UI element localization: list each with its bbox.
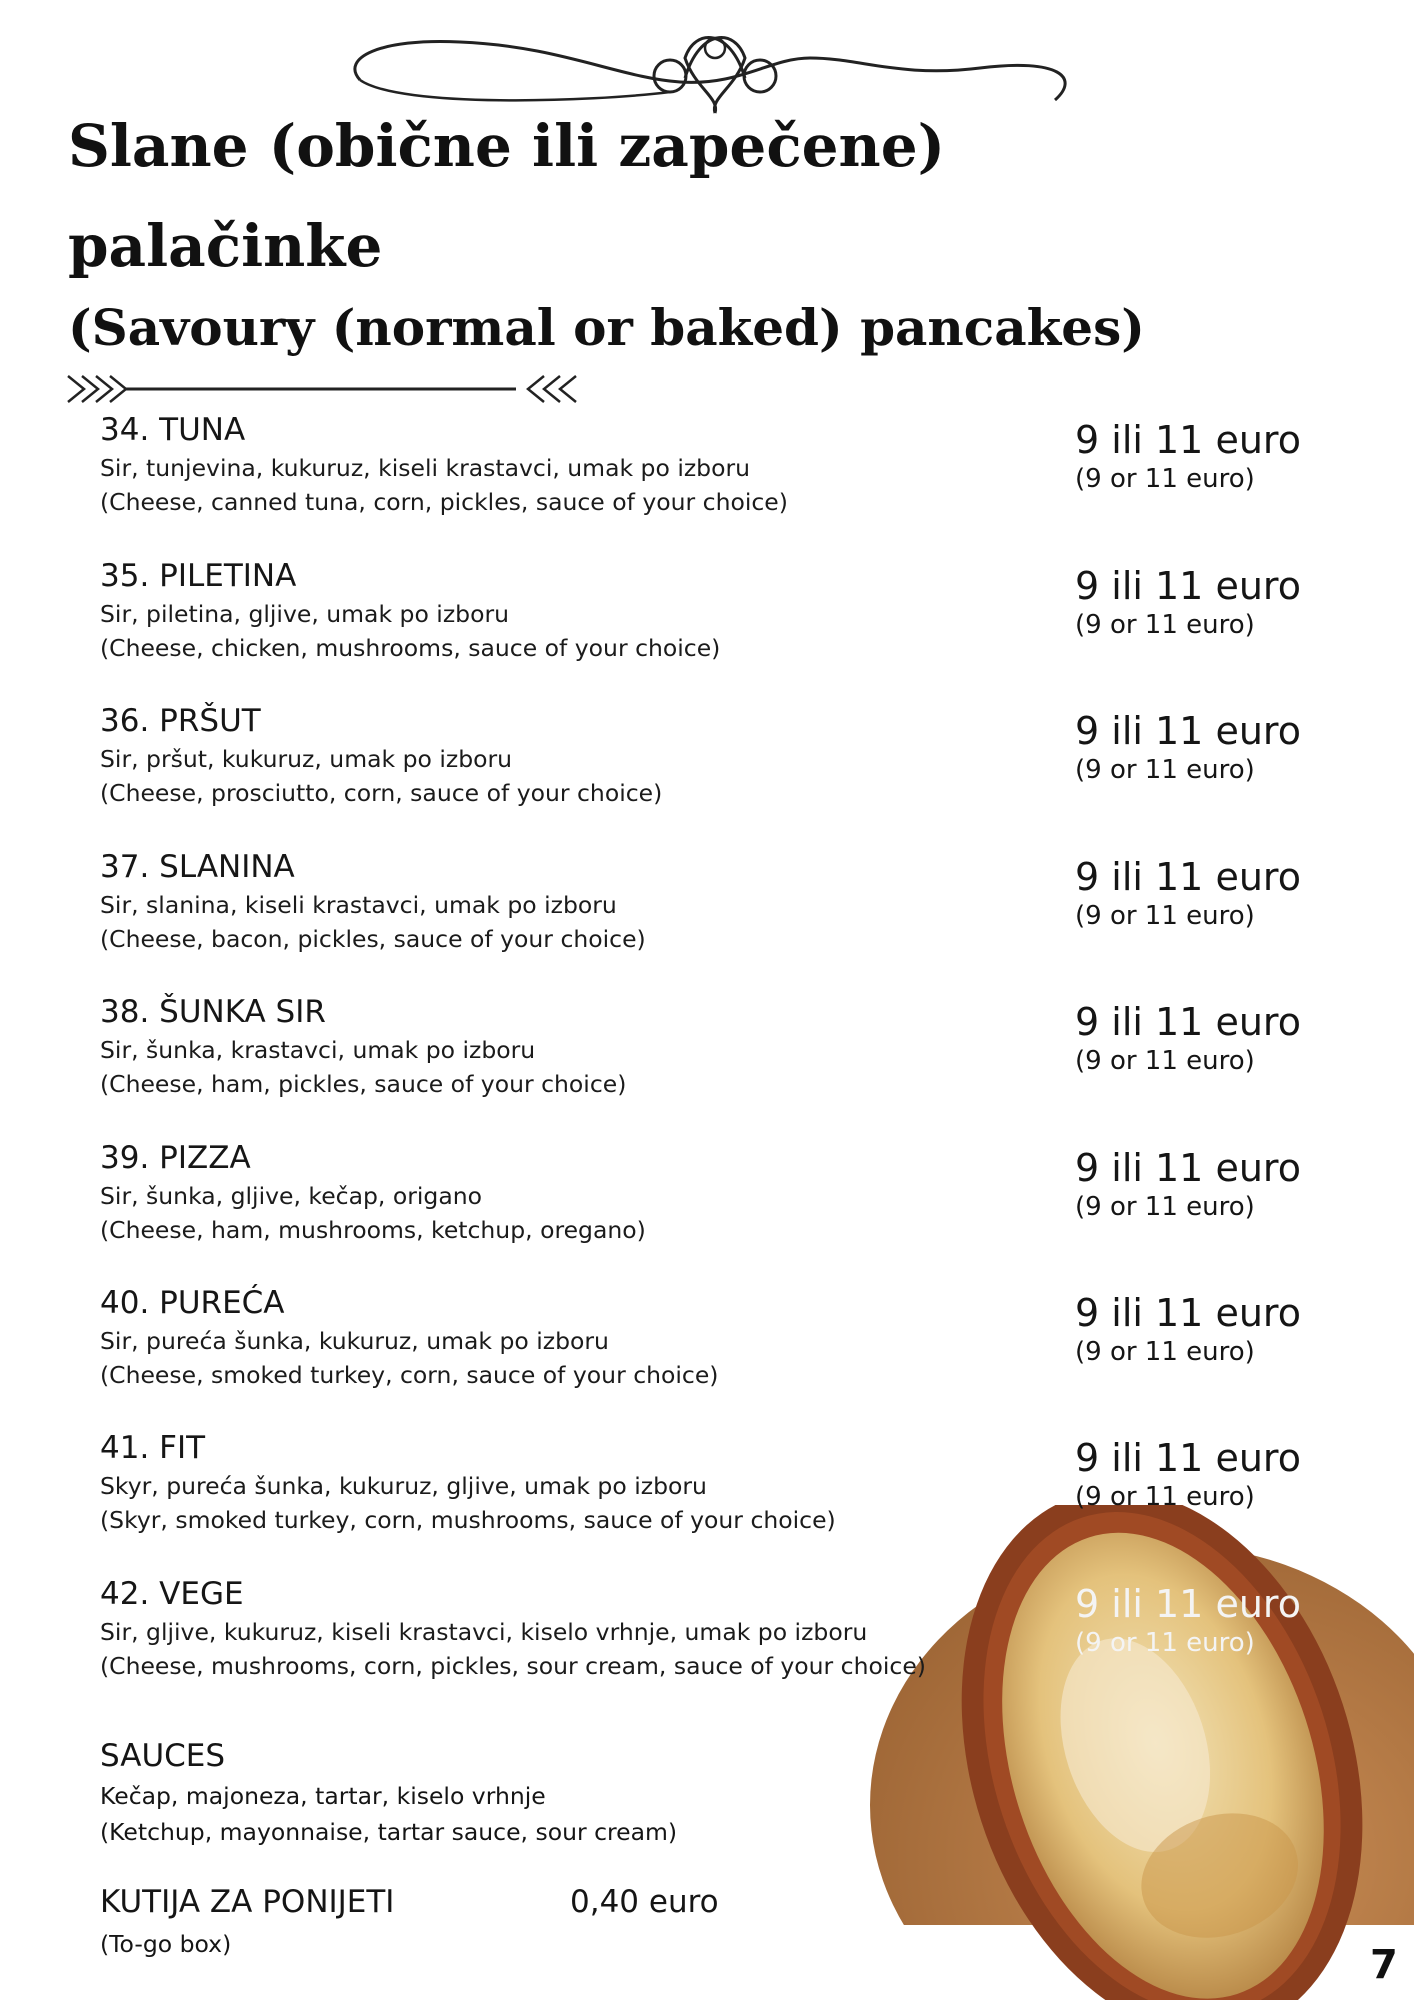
item-price: 9 ili 11 euro [1075,1146,1301,1190]
item-description-english: (Cheese, ham, mushrooms, ketchup, oregano) [100,1216,646,1244]
page-title-english: (Savoury (normal or baked) pancakes) [68,298,1145,357]
item-description: Sir, šunka, krastavci, umak po izboru [100,1036,536,1064]
item-name: 35. PILETINA [100,558,297,594]
item-description-english: (Cheese, smoked turkey, corn, sauce of your choice) [100,1361,719,1389]
item-price: 9 ili 11 euro [1075,1000,1301,1044]
item-price: 9 ili 11 euro [1075,1436,1301,1480]
togo-box-price: 0,40 euro [570,1884,719,1920]
page-title-line2: palačinke [68,212,383,280]
menu-item [100,703,1340,833]
item-description: Sir, gljive, kukuruz, kiseli krastavci, kiselo vrhnje, umak po izboru [100,1618,868,1646]
item-description-english: (Skyr, smoked turkey, corn, mushrooms, sauce of your choice) [100,1506,836,1534]
item-name: 36. PRŠUT [100,703,261,739]
item-description-english: (Cheese, canned tuna, corn, pickles, sauce of your choice) [100,488,788,516]
item-description: Sir, slanina, kiseli krastavci, umak po izboru [100,891,617,919]
item-description-english: (Cheese, prosciutto, corn, sauce of your choice) [100,779,663,807]
item-name: 39. PIZZA [100,1140,251,1176]
baked-pancake-dish-image [870,1505,1414,2000]
item-description-english: (Cheese, bacon, pickles, sauce of your choice) [100,925,646,953]
item-description: Sir, šunka, gljive, kečap, origano [100,1182,482,1210]
menu-item [100,412,1340,542]
item-name: 37. SLANINA [100,849,295,885]
item-description-english: (Cheese, ham, pickles, sauce of your choice) [100,1070,627,1098]
item-name: 41. FIT [100,1430,206,1466]
item-description: Sir, piletina, gljive, umak po izboru [100,600,510,628]
flourish-ornament-icon [340,18,1080,118]
item-price: 9 ili 11 euro [1075,1291,1301,1335]
item-description: Sir, tunjevina, kukuruz, kiseli krastavci, umak po izboru [100,454,751,482]
item-price-english: (9 or 11 euro) [1075,1337,1255,1367]
item-price-english: (9 or 11 euro) [1075,1192,1255,1222]
sauces-list: Kečap, majoneza, tartar, kiselo vrhnje [100,1782,546,1810]
item-price: 9 ili 11 euro [1075,855,1301,899]
item-price-english: (9 or 11 euro) [1075,1046,1255,1076]
sauces-section [100,1738,677,1846]
menu-item [100,1140,1340,1270]
item-price-english: (9 or 11 euro) [1075,1628,1255,1658]
item-description: Skyr, pureća šunka, kukuruz, gljive, umak po izboru [100,1472,707,1500]
arrow-divider-icon [64,368,584,410]
togo-box-label: KUTIJA ZA PONIJETI [100,1884,395,1920]
item-price-english: (9 or 11 euro) [1075,464,1255,494]
item-name: 42. VEGE [100,1576,244,1612]
page-number: 7 [1370,1942,1398,1988]
togo-box-label-english: (To-go box) [100,1930,232,1958]
item-name: 34. TUNA [100,412,246,448]
menu-item [100,849,1340,979]
item-price: 9 ili 11 euro [1075,564,1301,608]
item-description: Sir, pršut, kukuruz, umak po izboru [100,745,513,773]
menu-item [100,994,1340,1124]
item-price-english: (9 or 11 euro) [1075,755,1255,785]
menu-item [100,558,1340,688]
item-price-english: (9 or 11 euro) [1075,1482,1255,1512]
sauces-list-english: (Ketchup, mayonnaise, tartar sauce, sour cream) [100,1818,678,1846]
item-name: 40. PUREĆA [100,1285,285,1321]
item-price-english: (9 or 11 euro) [1075,901,1255,931]
item-price: 9 ili 11 euro [1075,418,1301,462]
menu-item [100,1285,1340,1415]
item-price: 9 ili 11 euro [1075,709,1301,753]
item-price: 9 ili 11 euro [1075,1582,1301,1626]
item-price-english: (9 or 11 euro) [1075,610,1255,640]
item-description-english: (Cheese, chicken, mushrooms, sauce of your choice) [100,634,721,662]
sauces-heading: SAUCES [100,1738,226,1774]
item-description-english: (Cheese, mushrooms, corn, pickles, sour cream, sauce of your choice) [100,1652,926,1680]
page-title: Slane (obične ili zapečene) [68,112,946,180]
togo-box-section [100,1884,740,1964]
item-description: Sir, pureća šunka, kukuruz, umak po izboru [100,1327,609,1355]
item-name: 38. ŠUNKA SIR [100,994,326,1030]
